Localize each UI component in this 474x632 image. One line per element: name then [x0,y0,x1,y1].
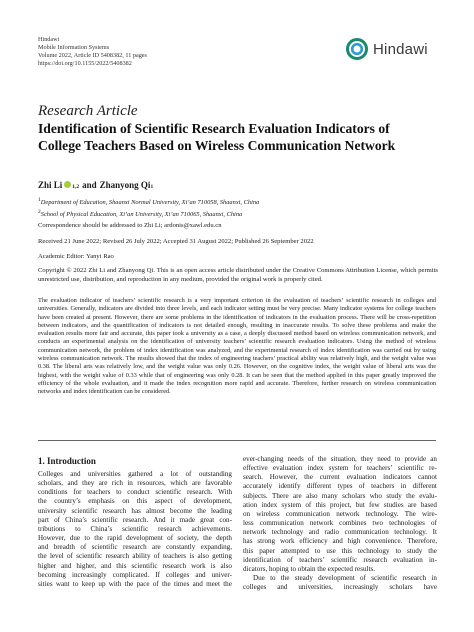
text-line: accurately identify different types of teachers in different [243,482,437,491]
text-line: becoming increasingly complicated. If colleges and univer- [38,570,232,579]
text-line: sities want to keep up with the pace of the times and meet the [38,579,232,588]
text-line: and breadth of scientific research are constantly expanding, [38,543,232,552]
text-line: this paper attempted to use this technology to study the [243,546,437,555]
text-line: Due to the steady development of scientific research in [253,574,437,583]
text-line: less communication network combines two technologies of [243,519,437,528]
affiliation-text: Department of Education, Shaanxi Normal University, Xi’an 710058, Shaanxi, China [40,199,260,207]
text-line: has strong work efficiency and high convenience. Therefore, [243,537,437,546]
correspondence: Correspondence should be addressed to Zhi Li; ardonis@xawl.edu.cn [38,222,222,229]
affiliation-text: School of Physical Education, Xi’an University, Xi’an 710065, Shaanxi, China [40,210,243,218]
text-line: scholars, and they are rich in resources, which are favorable [38,479,232,488]
title-line: Identification of Scientific Research Evaluation Indicators of [38,121,390,136]
publication-dates: Received 21 June 2022; Revised 26 July 2022; Accepted 31 August 2022; Published 26 September 2022 [38,238,314,245]
text-line: part of China’s scientific research. And it made great con- [38,515,232,524]
author-affiliation-ref: 1 [150,184,154,190]
text-line: higher and higher, and this scientific research work is also [38,561,232,570]
hindawi-logo-icon [345,37,369,61]
text-line: university scientific research has almost become the leading [38,506,232,515]
text-line: search. However, the current evaluation indicators cannot [243,473,437,482]
text-line: dicators, hoping to obtain the expected results. [243,564,375,573]
author-name[interactable]: Zhanyong Qi [99,180,151,190]
orcid-icon[interactable] [64,181,71,188]
author-conjunction: and [82,180,97,190]
doi-link[interactable]: https://doi.org/10.1155/2022/5408382 [38,60,132,67]
text-line: tributions to China’s scientific research achievements. [38,524,232,533]
publisher-name: Hindawi [38,36,60,43]
hindawi-logo [345,37,428,61]
text-line: conditions for teachers to conduct scientific research. With [38,488,232,497]
text-line: on wireless communication network technology. The wire- [243,509,437,518]
title-line: College Teachers Based on Wireless Communication Network [38,137,396,153]
text-line: the country’s emphasis on this aspect of development, [38,497,232,506]
affiliation-number: 1 [38,197,41,203]
volume-info: Volume 2022, Article ID 5408382, 11 pages [38,52,147,59]
academic-editor: Academic Editor: Yanyi Rao [38,253,114,260]
intro-left-column [38,470,232,589]
text-line: effective evaluation index system for teachers’ scientific re- [243,464,437,473]
text-line: ever-changing needs of the situation, they need to provide an [243,455,437,463]
author-name[interactable]: Zhi Li [38,180,63,190]
affiliation-item [38,208,259,220]
intro-right-column [243,455,437,592]
text-line: colleges and universities, increasingly scholars have [243,583,437,592]
section-heading: 1. Introduction [38,456,96,466]
text-line: ation index system of this project, but few studies are based [243,500,437,509]
author-list [38,180,153,190]
abstract: The evaluation indicator of teachers’ scientific research is a very important criterion in the evaluation of teachers’ scientific research in colleges and universities. Generally, indicators are divided into three levels, and each indicator setting must be very precise. Many indicator systems for college teachers have been created at present. However, there are some problems in the identification of indicators in the evaluation process. There will be cross-repetition between indicators, and the quantification of indicators is not detailed enough, resulting in inaccurate results. To solve these problems and make the evaluation results more fair and accurate, this paper took a university as a case, a deeply discussed method based on wireless communication network, and conducts an experimental analysis on the identification of university teachers’ scientific research evaluation indicators. Using the method of wireless communication network, the problem of index identification was analyzed, and the experimental research of index identification was carried out by using wireless communication network. The results showed that the index of engineering teachers’ practical ability was relatively high, and the weight value was 0.38. The liberal arts was relatively low, and the weight value was only 0.26. However, on the cognitive index, the weight value of liberal arts was the highest, with the weight value of 0.33 while that of engineering was only 0.28. It can be seen that the method applied in this paper greatly improved the efficiency of the whole evaluation, and it made the index recognition more rapid and accurate. Therefore, further research on wireless communication networks and index identification can be considered. [38,297,436,396]
logo-wordmark: Hindawi [373,40,428,58]
text-line: network technology and radio communication technology. It [243,528,437,537]
article-title [38,121,438,154]
section-divider [38,440,436,441]
journal-meta [38,36,147,68]
affiliation-number: 2 [38,208,41,215]
journal-name: Mobile Information Systems [38,44,110,51]
text-line: identification of teachers’ scientific research evaluation in- [243,555,437,564]
affiliations [38,196,259,219]
author-affiliation-ref: 1,2 [72,184,80,190]
affiliation-item [38,196,259,208]
text-line: However, due to the rapid development of society, the depth [38,534,232,543]
text-line: subjects. There are also many scholars who study the evalu- [243,491,437,500]
article-type: Research Article [38,103,138,119]
text-line: Colleges and universities gathered a lot of outstanding [38,470,232,478]
copyright-notice: Copyright © 2022 Zhi Li and Zhanyong Qi. This is an open access article distributed under the Creative Commons Attribution License, which permits unrestricted use, distribution, and reproduction in any medium, provided the original work is properly cited. [38,267,438,283]
text-line: the level of scientific research ability of teachers is also getting [38,552,232,561]
